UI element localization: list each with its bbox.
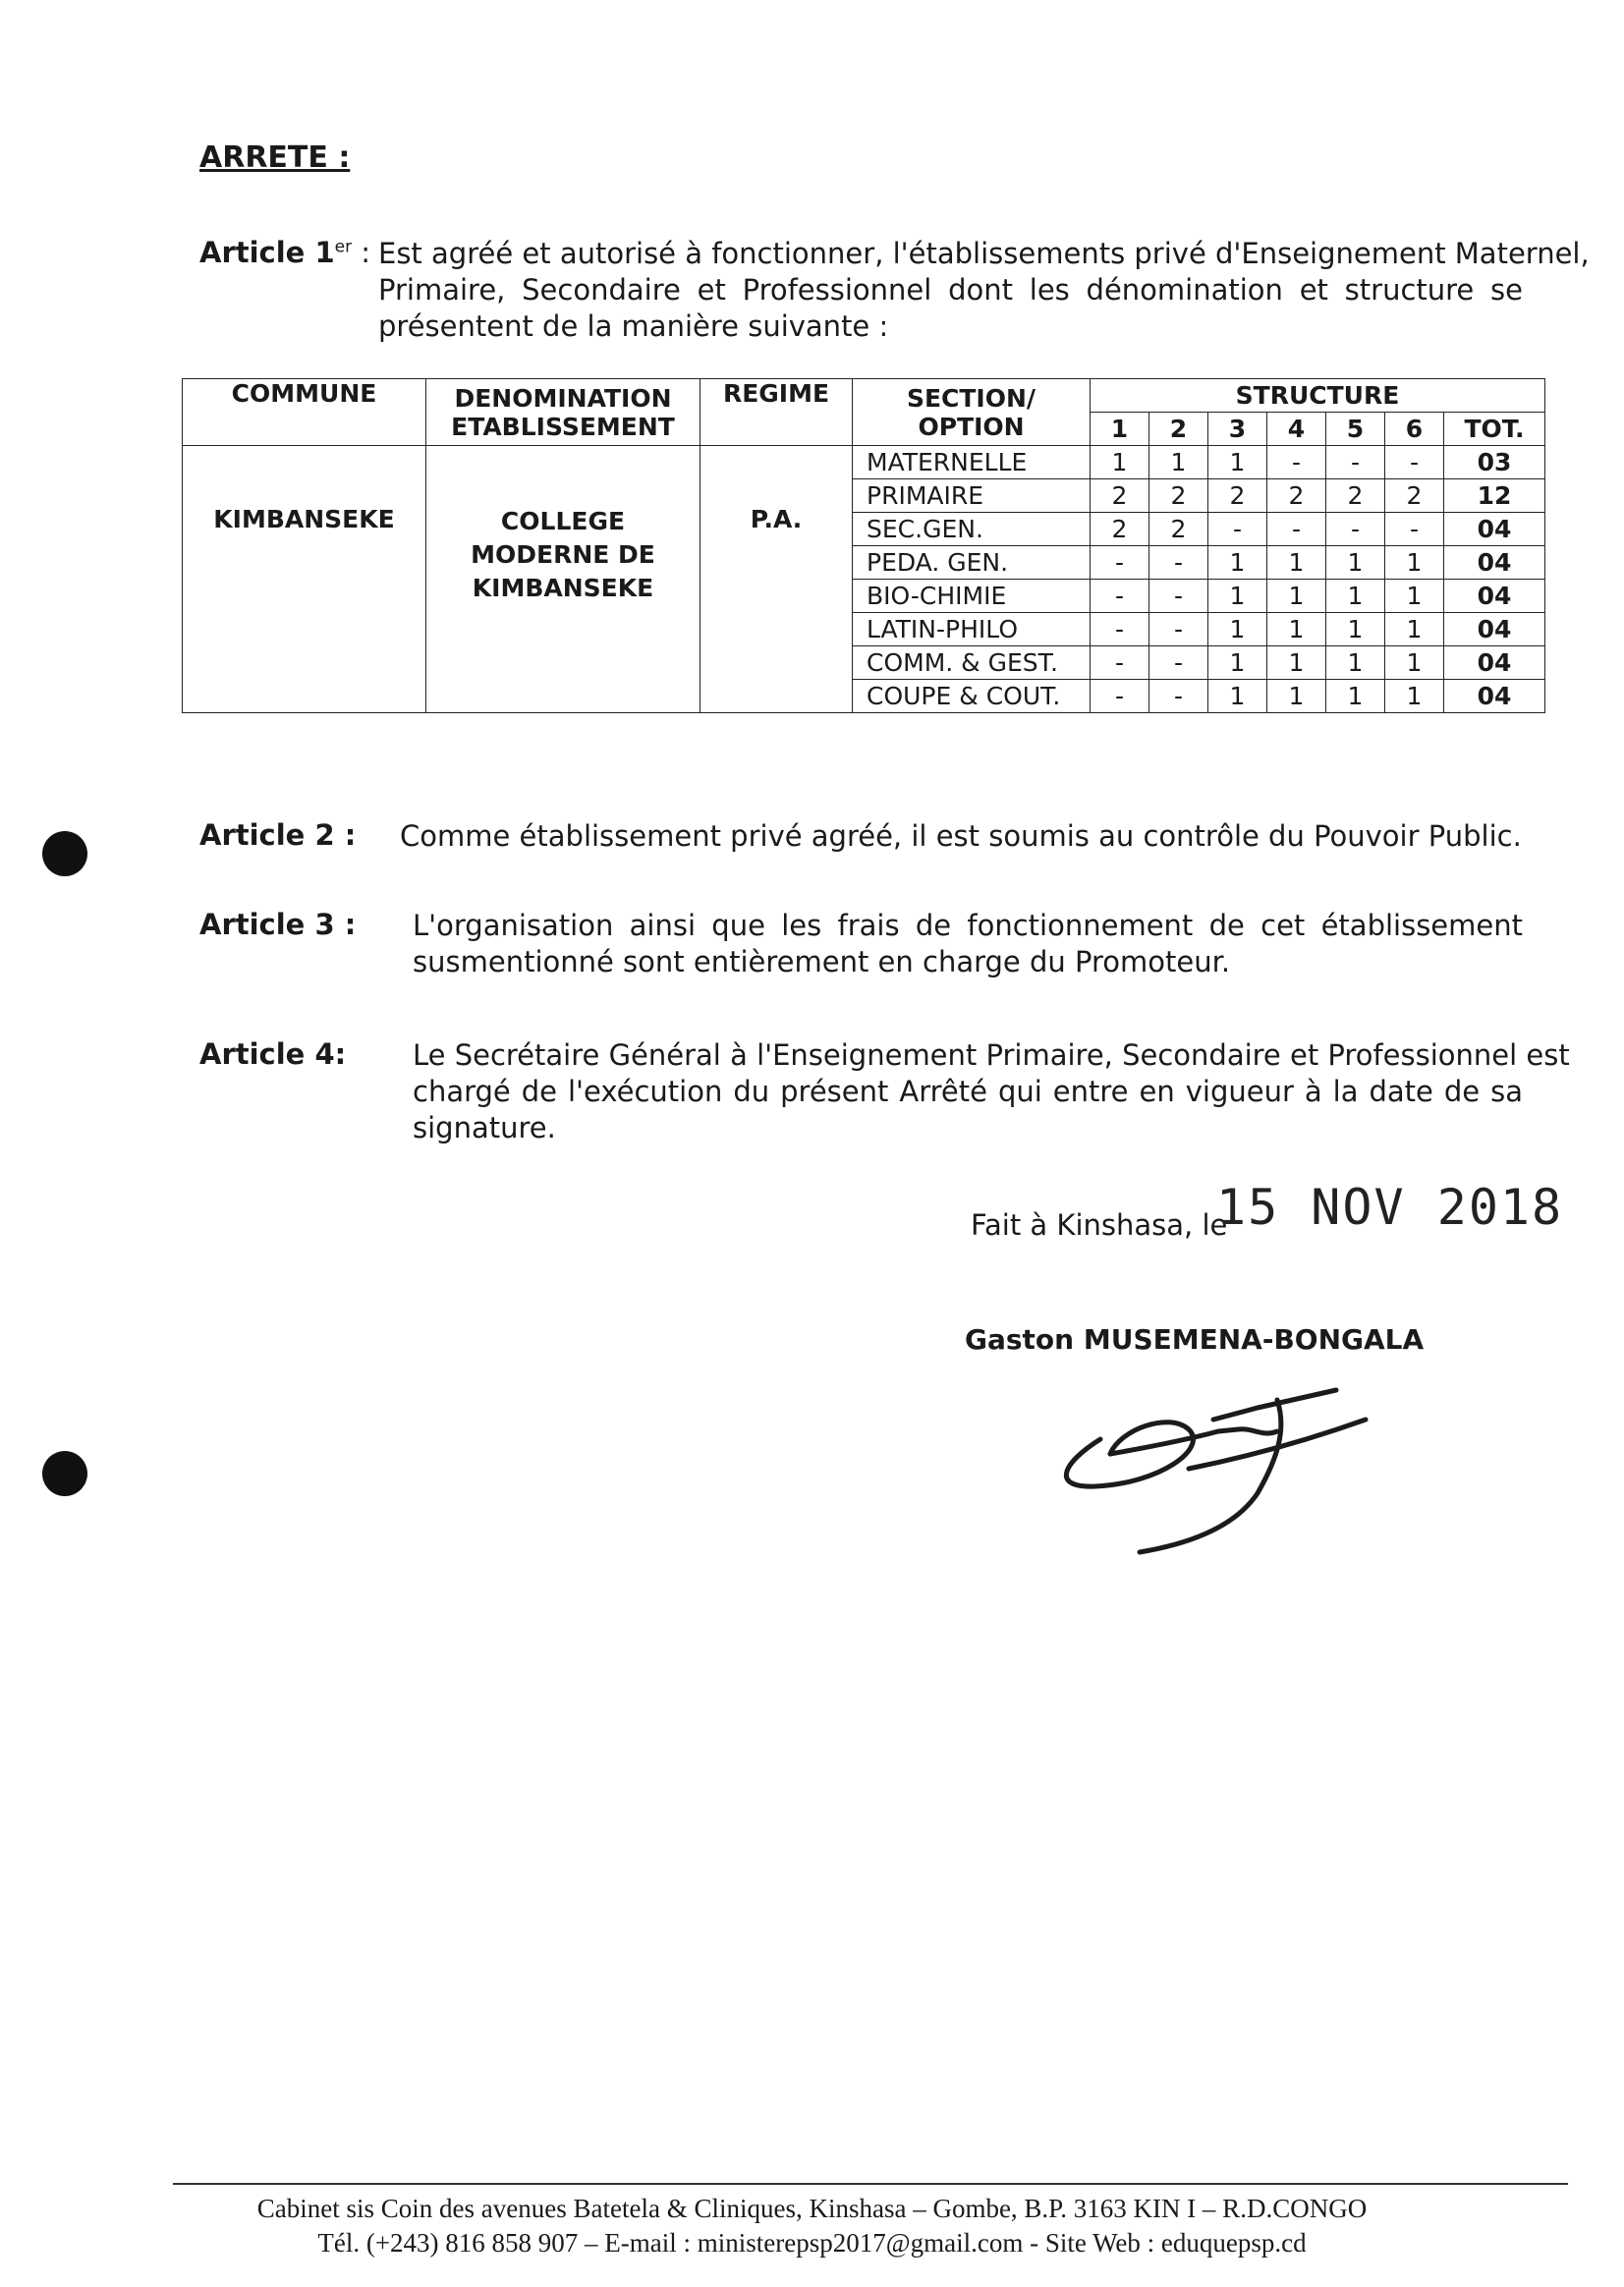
regime-cell: P.A. bbox=[700, 446, 853, 713]
value-cell: - bbox=[1385, 446, 1444, 479]
total-cell: 04 bbox=[1444, 680, 1545, 713]
article-1-label-sup: er bbox=[334, 237, 353, 257]
header-commune: COMMUNE bbox=[183, 379, 426, 446]
section-cell: SEC.GEN. bbox=[853, 513, 1091, 546]
value-cell: - bbox=[1326, 513, 1385, 546]
date-stamp: 15 NOV 2018 bbox=[1216, 1179, 1564, 1236]
decree-heading: ARRETE : bbox=[199, 140, 351, 175]
value-cell: - bbox=[1149, 613, 1208, 646]
punch-hole-mark bbox=[42, 831, 87, 876]
value-cell: 2 bbox=[1208, 479, 1267, 513]
section-cell: PEDA. GEN. bbox=[853, 546, 1091, 580]
handwritten-signature bbox=[1041, 1361, 1415, 1557]
total-cell: 04 bbox=[1444, 613, 1545, 646]
footer-address: Cabinet sis Coin des avenues Batetela & Cliniques, Kinshasa – Gombe, B.P. 3163 KIN I – R.D.CONGO bbox=[256, 2194, 1368, 2223]
header-col-total: TOT. bbox=[1444, 413, 1545, 446]
value-cell: 1 bbox=[1267, 646, 1326, 680]
article-1-label-main: Article 1 bbox=[199, 236, 335, 269]
article-1-label-colon: : bbox=[352, 236, 371, 269]
value-cell: 2 bbox=[1091, 479, 1149, 513]
article-1-line: Est agréé et autorisé à fonctionner, l'établissements privé d'Enseignement Maternel, bbox=[378, 237, 1590, 270]
value-cell: 1 bbox=[1149, 446, 1208, 479]
article-2-line: Comme établissement privé agréé, il est soumis au contrôle du Pouvoir Public. bbox=[400, 819, 1522, 853]
header-col: 2 bbox=[1149, 413, 1208, 446]
value-cell: - bbox=[1091, 613, 1149, 646]
article-3-text bbox=[413, 908, 1523, 980]
section-cell: MATERNELLE bbox=[853, 446, 1091, 479]
value-cell: - bbox=[1091, 646, 1149, 680]
total-cell: 04 bbox=[1444, 546, 1545, 580]
structure-table bbox=[182, 378, 1545, 713]
article-2-label: Article 2 : bbox=[199, 818, 357, 852]
value-cell: 1 bbox=[1267, 546, 1326, 580]
value-cell: 1 bbox=[1208, 580, 1267, 613]
value-cell: 1 bbox=[1091, 446, 1149, 479]
header-denomination-line: DENOMINATION bbox=[454, 383, 672, 413]
value-cell: 1 bbox=[1326, 546, 1385, 580]
footer-divider bbox=[173, 2183, 1568, 2185]
header-section bbox=[853, 379, 1091, 446]
value-cell: 2 bbox=[1149, 513, 1208, 546]
footer-contact: Tél. (+243) 816 858 907 – E-mail : ministerepsp2017@gmail.com - Site Web : eduquepsp.cd bbox=[317, 2228, 1307, 2258]
denomination-line: KIMBANSEKE bbox=[472, 574, 654, 602]
value-cell: 2 bbox=[1267, 479, 1326, 513]
article-1-line: Primaire, Secondaire et Professionnel dont les dénomination et structure se bbox=[378, 273, 1523, 307]
header-denomination-line: ETABLISSEMENT bbox=[451, 412, 675, 441]
value-cell: 2 bbox=[1149, 479, 1208, 513]
value-cell: - bbox=[1326, 446, 1385, 479]
header-col: 3 bbox=[1208, 413, 1267, 446]
value-cell: 1 bbox=[1385, 580, 1444, 613]
value-cell: 1 bbox=[1326, 613, 1385, 646]
value-cell: - bbox=[1149, 646, 1208, 680]
header-denomination bbox=[426, 379, 700, 446]
value-cell: 1 bbox=[1326, 646, 1385, 680]
article-4-text bbox=[413, 1037, 1570, 1146]
value-cell: - bbox=[1149, 680, 1208, 713]
article-3-line: L'organisation ainsi que les frais de fonctionnement de cet établissement bbox=[413, 909, 1523, 942]
total-cell: 04 bbox=[1444, 646, 1545, 680]
denomination-line: MODERNE DE bbox=[471, 540, 655, 569]
value-cell: - bbox=[1385, 513, 1444, 546]
value-cell: 1 bbox=[1208, 613, 1267, 646]
section-cell: COMM. & GEST. bbox=[853, 646, 1091, 680]
article-3-label: Article 3 : bbox=[199, 908, 357, 941]
value-cell: 2 bbox=[1091, 513, 1149, 546]
place-and-date-label: Fait à Kinshasa, le bbox=[971, 1208, 1228, 1242]
total-cell: 03 bbox=[1444, 446, 1545, 479]
value-cell: 1 bbox=[1385, 613, 1444, 646]
total-cell: 04 bbox=[1444, 580, 1545, 613]
commune-cell: KIMBANSEKE bbox=[183, 446, 426, 713]
header-col: 6 bbox=[1385, 413, 1444, 446]
total-cell: 04 bbox=[1444, 513, 1545, 546]
value-cell: 1 bbox=[1208, 680, 1267, 713]
value-cell: 1 bbox=[1326, 680, 1385, 713]
value-cell: 2 bbox=[1385, 479, 1444, 513]
value-cell: - bbox=[1091, 680, 1149, 713]
article-2-text bbox=[400, 818, 1523, 855]
article-3-line: susmentionné sont entièrement en charge du Promoteur. bbox=[413, 945, 1231, 978]
value-cell: - bbox=[1149, 546, 1208, 580]
value-cell: 1 bbox=[1208, 646, 1267, 680]
article-4-line: chargé de l'exécution du présent Arrêté qui entre en vigueur à la date de sa bbox=[413, 1075, 1523, 1108]
header-regime: REGIME bbox=[700, 379, 853, 446]
header-section-line: OPTION bbox=[918, 412, 1025, 441]
value-cell: - bbox=[1149, 580, 1208, 613]
value-cell: 1 bbox=[1267, 613, 1326, 646]
value-cell: 1 bbox=[1267, 580, 1326, 613]
value-cell: 1 bbox=[1326, 580, 1385, 613]
value-cell: - bbox=[1091, 580, 1149, 613]
value-cell: 1 bbox=[1208, 546, 1267, 580]
value-cell: - bbox=[1267, 513, 1326, 546]
value-cell: 1 bbox=[1385, 680, 1444, 713]
value-cell: - bbox=[1091, 546, 1149, 580]
value-cell: - bbox=[1267, 446, 1326, 479]
header-col: 5 bbox=[1326, 413, 1385, 446]
header-section-line: SECTION/ bbox=[906, 383, 1036, 413]
value-cell: 1 bbox=[1267, 680, 1326, 713]
denomination-line: COLLEGE bbox=[500, 507, 626, 535]
section-cell: BIO-CHIMIE bbox=[853, 580, 1091, 613]
punch-hole-mark bbox=[42, 1451, 87, 1496]
article-4-line: signature. bbox=[413, 1111, 556, 1144]
article-1-line: présentent de la manière suivante : bbox=[378, 309, 889, 343]
article-4-label: Article 4: bbox=[199, 1037, 347, 1071]
denomination-cell bbox=[426, 446, 700, 713]
header-col: 4 bbox=[1267, 413, 1326, 446]
value-cell: 1 bbox=[1385, 646, 1444, 680]
section-cell: LATIN-PHILO bbox=[853, 613, 1091, 646]
signer-name: Gaston MUSEMENA-BONGALA bbox=[965, 1323, 1425, 1356]
table-row bbox=[183, 446, 1545, 479]
total-cell: 12 bbox=[1444, 479, 1545, 513]
section-cell: PRIMAIRE bbox=[853, 479, 1091, 513]
value-cell: - bbox=[1208, 513, 1267, 546]
article-4-line: Le Secrétaire Général à l'Enseignement Primaire, Secondaire et Professionnel est bbox=[413, 1038, 1570, 1072]
article-1-label bbox=[199, 236, 370, 269]
article-1-text bbox=[378, 236, 1590, 345]
header-structure: STRUCTURE bbox=[1091, 379, 1545, 413]
header-col: 1 bbox=[1091, 413, 1149, 446]
value-cell: 2 bbox=[1326, 479, 1385, 513]
value-cell: 1 bbox=[1385, 546, 1444, 580]
value-cell: 1 bbox=[1208, 446, 1267, 479]
section-cell: COUPE & COUT. bbox=[853, 680, 1091, 713]
